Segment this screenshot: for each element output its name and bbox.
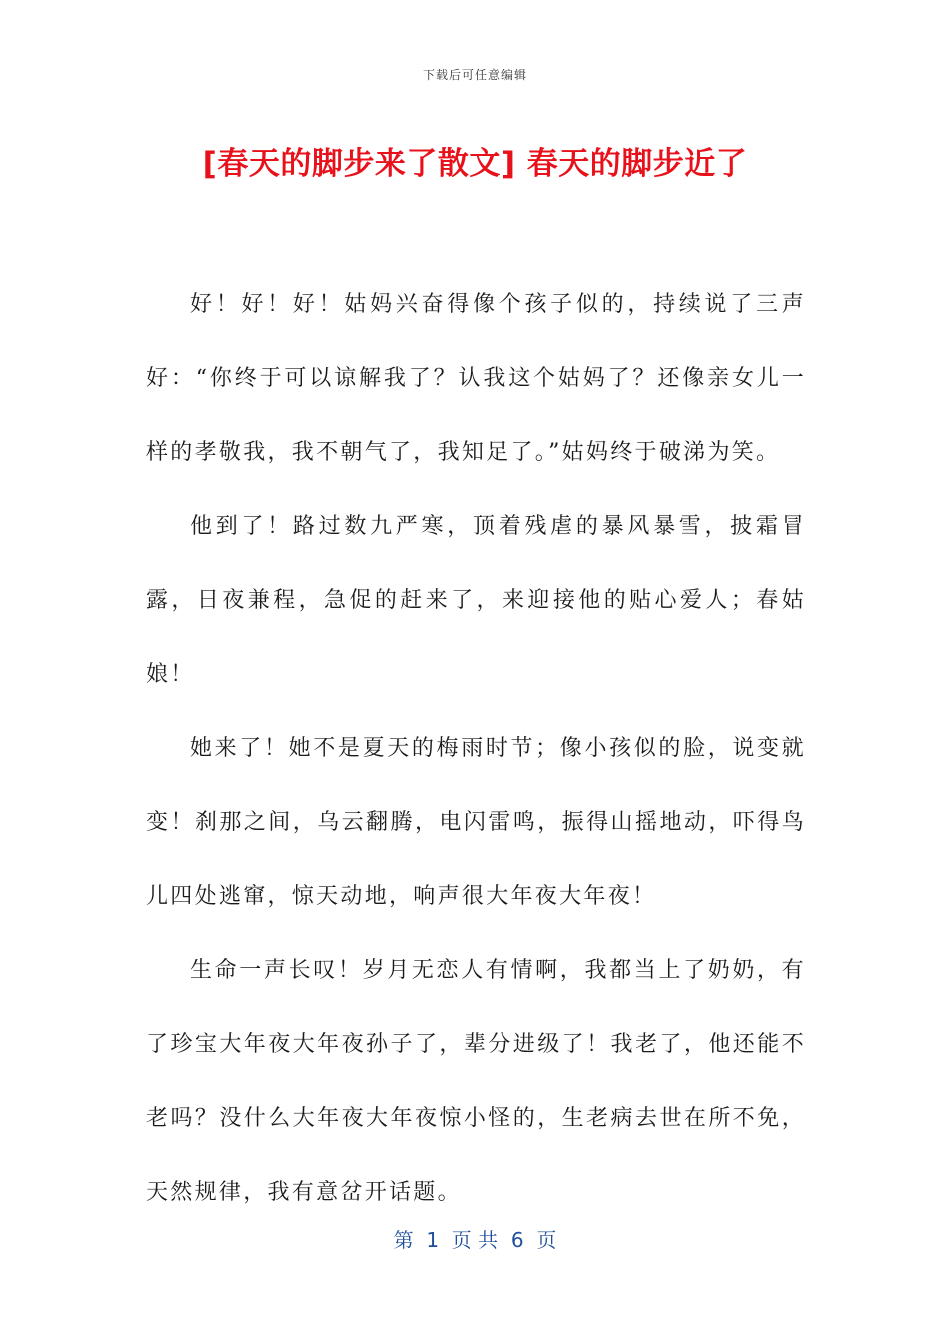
document-body: [146, 268, 806, 1230]
paragraph: 她来了！她不是夏天的梅雨时节；像小孩似的脸，说变就变！刹那之间，乌云翻腾，电闪雷鸣，振得山摇地动，吓得鸟儿四处逃窜，惊天动地，响声很大年夜大年夜！: [146, 736, 806, 909]
paragraph: 生命一声长叹！岁月无恋人有情啊，我都当上了奶奶，有了珍宝大年夜大年夜孙子了，辈分进级了！我老了，他还能不老吗？没什么大年夜大年夜惊小怪的，生老病去世在所不免，天然规律，我有意岔开话题。: [146, 958, 806, 1205]
header-note: 下载后可任意编辑: [422, 68, 527, 82]
page-number: 第 1 页 共 6 页: [393, 1228, 557, 1252]
paragraph: 他到了！路过数九严寒，顶着残虐的暴风暴雪，披霜冒露，日夜兼程，急促的赶来了，来迎接他的贴心爱人；春姑娘！: [146, 514, 806, 687]
paragraph: 好！好！好！姑妈兴奋得像个孩子似的，持续说了三声好：“你终于可以谅解我了？认我这个姑妈了？还像亲女儿一样的孝敬我，我不朝气了，我知足了。”姑妈终于破涕为笑。: [146, 292, 806, 465]
document-title: [春天的脚步来了散文] 春天的脚步近了: [202, 146, 748, 182]
